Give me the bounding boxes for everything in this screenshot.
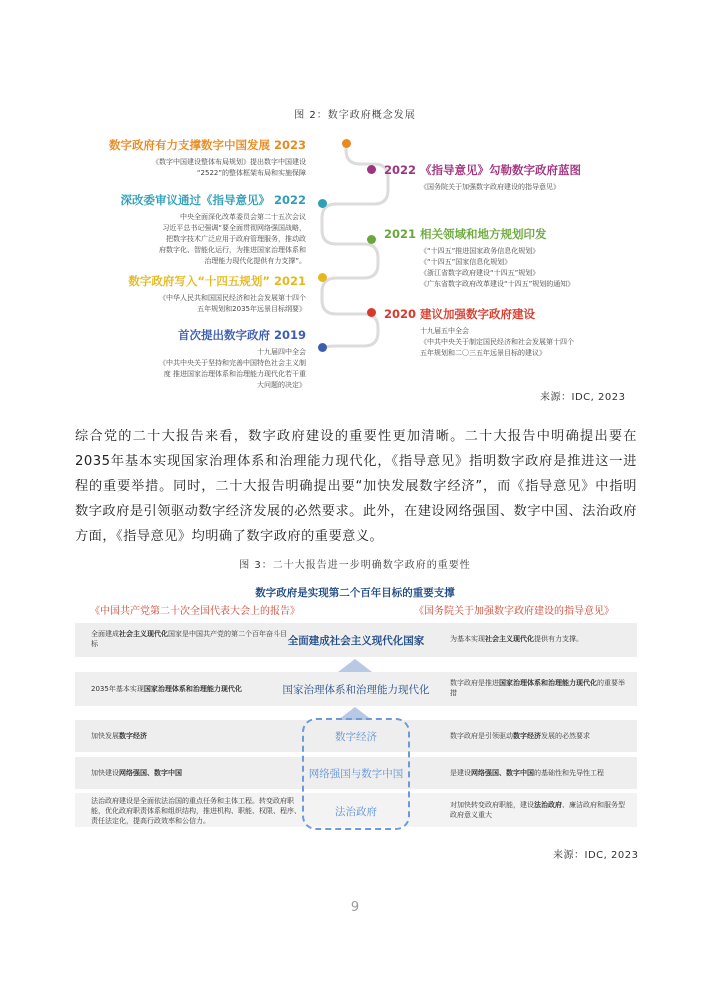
timeline-entry-2022-left <box>80 192 306 267</box>
comparison-row-1 <box>75 623 637 657</box>
entry-heading: 数字政府写入“十四五规划” 2021 <box>128 274 306 288</box>
row-center-label: 数字经济 <box>335 731 377 743</box>
figure-2-source: 来源：IDC, 2023 <box>540 392 626 403</box>
timeline-dot-2022-right <box>367 165 376 174</box>
figure-3-source: 来源：IDC, 2023 <box>553 850 639 861</box>
timeline-entry-2019 <box>80 327 306 391</box>
entry-heading: 2020 建议加强数字政府建设 <box>384 307 536 321</box>
timeline-entry-2022-right <box>384 162 644 193</box>
row-right-text: 对加快转变政府职能，建设法治政府、廉洁政府和服务型政府意义重大 <box>450 801 625 819</box>
entry-description: 中央全面深化改革委员会第二十五次会议 习近平总书记强调“要全面贯彻网络强国战略， 把数字技术广泛应用于政府管理服务，推动政 府数字化、智能化运行，为推进国家治理体系和 治理能力现代化提供有力支撑”。 <box>159 213 306 265</box>
entry-description: 《国务院关于加强数字政府建设的指导意见》 <box>420 183 560 191</box>
highlight-dashed-box <box>302 718 410 830</box>
entry-description: 十九届四中全会 《中共中央关于坚持和完善中国特色社会主义制 度 推进国家治理体系和治理能力现代化若干重 大问题的决定》 <box>159 348 306 389</box>
comparison-row-2 <box>75 672 637 706</box>
entry-description: 《数字中国建设整体布局规划》提出数字中国建设 “2522”的整体框架布局和实施保障 <box>152 158 306 177</box>
right-column-heading: 《国务院关于加强数字政府建设的指导意见》 <box>414 606 614 617</box>
row-left-text: 加快建设网络强国、数字中国 <box>91 769 182 777</box>
timeline-entry-2020 <box>384 306 654 359</box>
row-left-text: 2035年基本实现国家治理体系和治理能力现代化 <box>91 685 242 693</box>
timeline-entry-2023 <box>80 137 306 179</box>
row-right-text: 数字政府是引领驱动数字经济发展的必然要求 <box>450 732 590 740</box>
timeline-entry-2021-right <box>384 226 654 290</box>
entry-description: 《中华人民共和国国民经济和社会发展第十四个 五年规划和2035年远景目标纲要》 <box>159 294 306 313</box>
body-paragraph: 综合党的二十大报告来看，数字政府建设的重要性更加清晰。二十大报告中明确提出要在2035年基本实现国家治理体系和治理能力现代化，《指导意见》指明数字政府是推进这一进程的重要举措。同时，二十大报告明确提出要“加快发展数字经济”，而《指导意见》中指明数字政府是引领驱动数字经济发展的必然要求。此外，在建设网络强国、数字中国、法治政府方面，《指导意见》均明确了数字政府的重要意义。 <box>75 429 637 544</box>
entry-heading: 数字政府有力支撑数字中国发展 2023 <box>108 138 306 152</box>
timeline-dot-2021-left <box>318 273 327 282</box>
timeline-dot-2020 <box>367 308 376 317</box>
row-left-text: 全面建成社会主义现代化国家是中国共产党的第二个百年奋斗目标 <box>91 630 287 648</box>
entry-description: 十九届五中全会 《中共中央关于制定国民经济和社会发展第十四个 五年规划和二〇三五年远景目标的建议》 <box>420 327 574 357</box>
timeline-dot-2022-left <box>318 199 327 208</box>
figure-3-subtitle: 数字政府是实现第二个百年目标的重要支撑 <box>255 587 455 599</box>
entry-heading: 深改委审议通过《指导意见》 2022 <box>120 193 306 207</box>
timeline-entry-2021-left <box>80 273 306 315</box>
entry-heading: 2021 相关领域和地方规划印发 <box>384 227 547 241</box>
figure-3-title: 图 3：二十大报告进一步明确数字政府的重要性 <box>239 560 471 571</box>
row-center-label: 法治政府 <box>335 806 377 818</box>
figure-2-title: 图 2：数字政府概念发展 <box>294 110 416 121</box>
left-column-heading: 《中国共产党第二十次全国代表大会上的报告》 <box>90 606 300 617</box>
page-number: 9 <box>350 900 360 915</box>
row-right-text: 为基本实现社会主义现代化提供有力支撑。 <box>450 635 583 643</box>
entry-heading: 2022 《指导意见》勾勒数字政府蓝图 <box>384 163 582 177</box>
entry-description: 《“十四五”推进国家政务信息化规划》 《“十四五”国家信息化规划》 《浙江省数字政府建设“十四五”规划》 《广东省数字政府改革建设“十四五”规划的通知》 <box>420 247 575 288</box>
up-arrow-triangle <box>338 659 372 672</box>
row-left-text: 法治政府建设是全面依法治国的重点任务和主体工程。转变政府职能，优化政府职责体系和组织结构，推进机构、职能、权限、程序、责任法定化，提高行政效率和公信力。 <box>91 797 301 825</box>
timeline-dot-2021-right <box>367 235 376 244</box>
row-left-text: 加快发展数字经济 <box>91 732 147 740</box>
timeline-dot-2019 <box>318 343 327 352</box>
row-right-text: 数字政府是推进国家治理体系和治理能力现代化的重要举措 <box>450 679 625 697</box>
row-center-label: 全面建成社会主义现代化国家 <box>287 635 425 647</box>
timeline-dot-2023 <box>342 139 351 148</box>
entry-heading: 首次提出数字政府 2019 <box>177 328 306 342</box>
row-center-label: 国家治理体系和治理能力现代化 <box>282 684 430 696</box>
row-center-label: 网络强国与数字中国 <box>308 768 404 780</box>
row-right-text: 是建设网络强国、数字中国的基础性和先导性工程 <box>450 769 604 777</box>
